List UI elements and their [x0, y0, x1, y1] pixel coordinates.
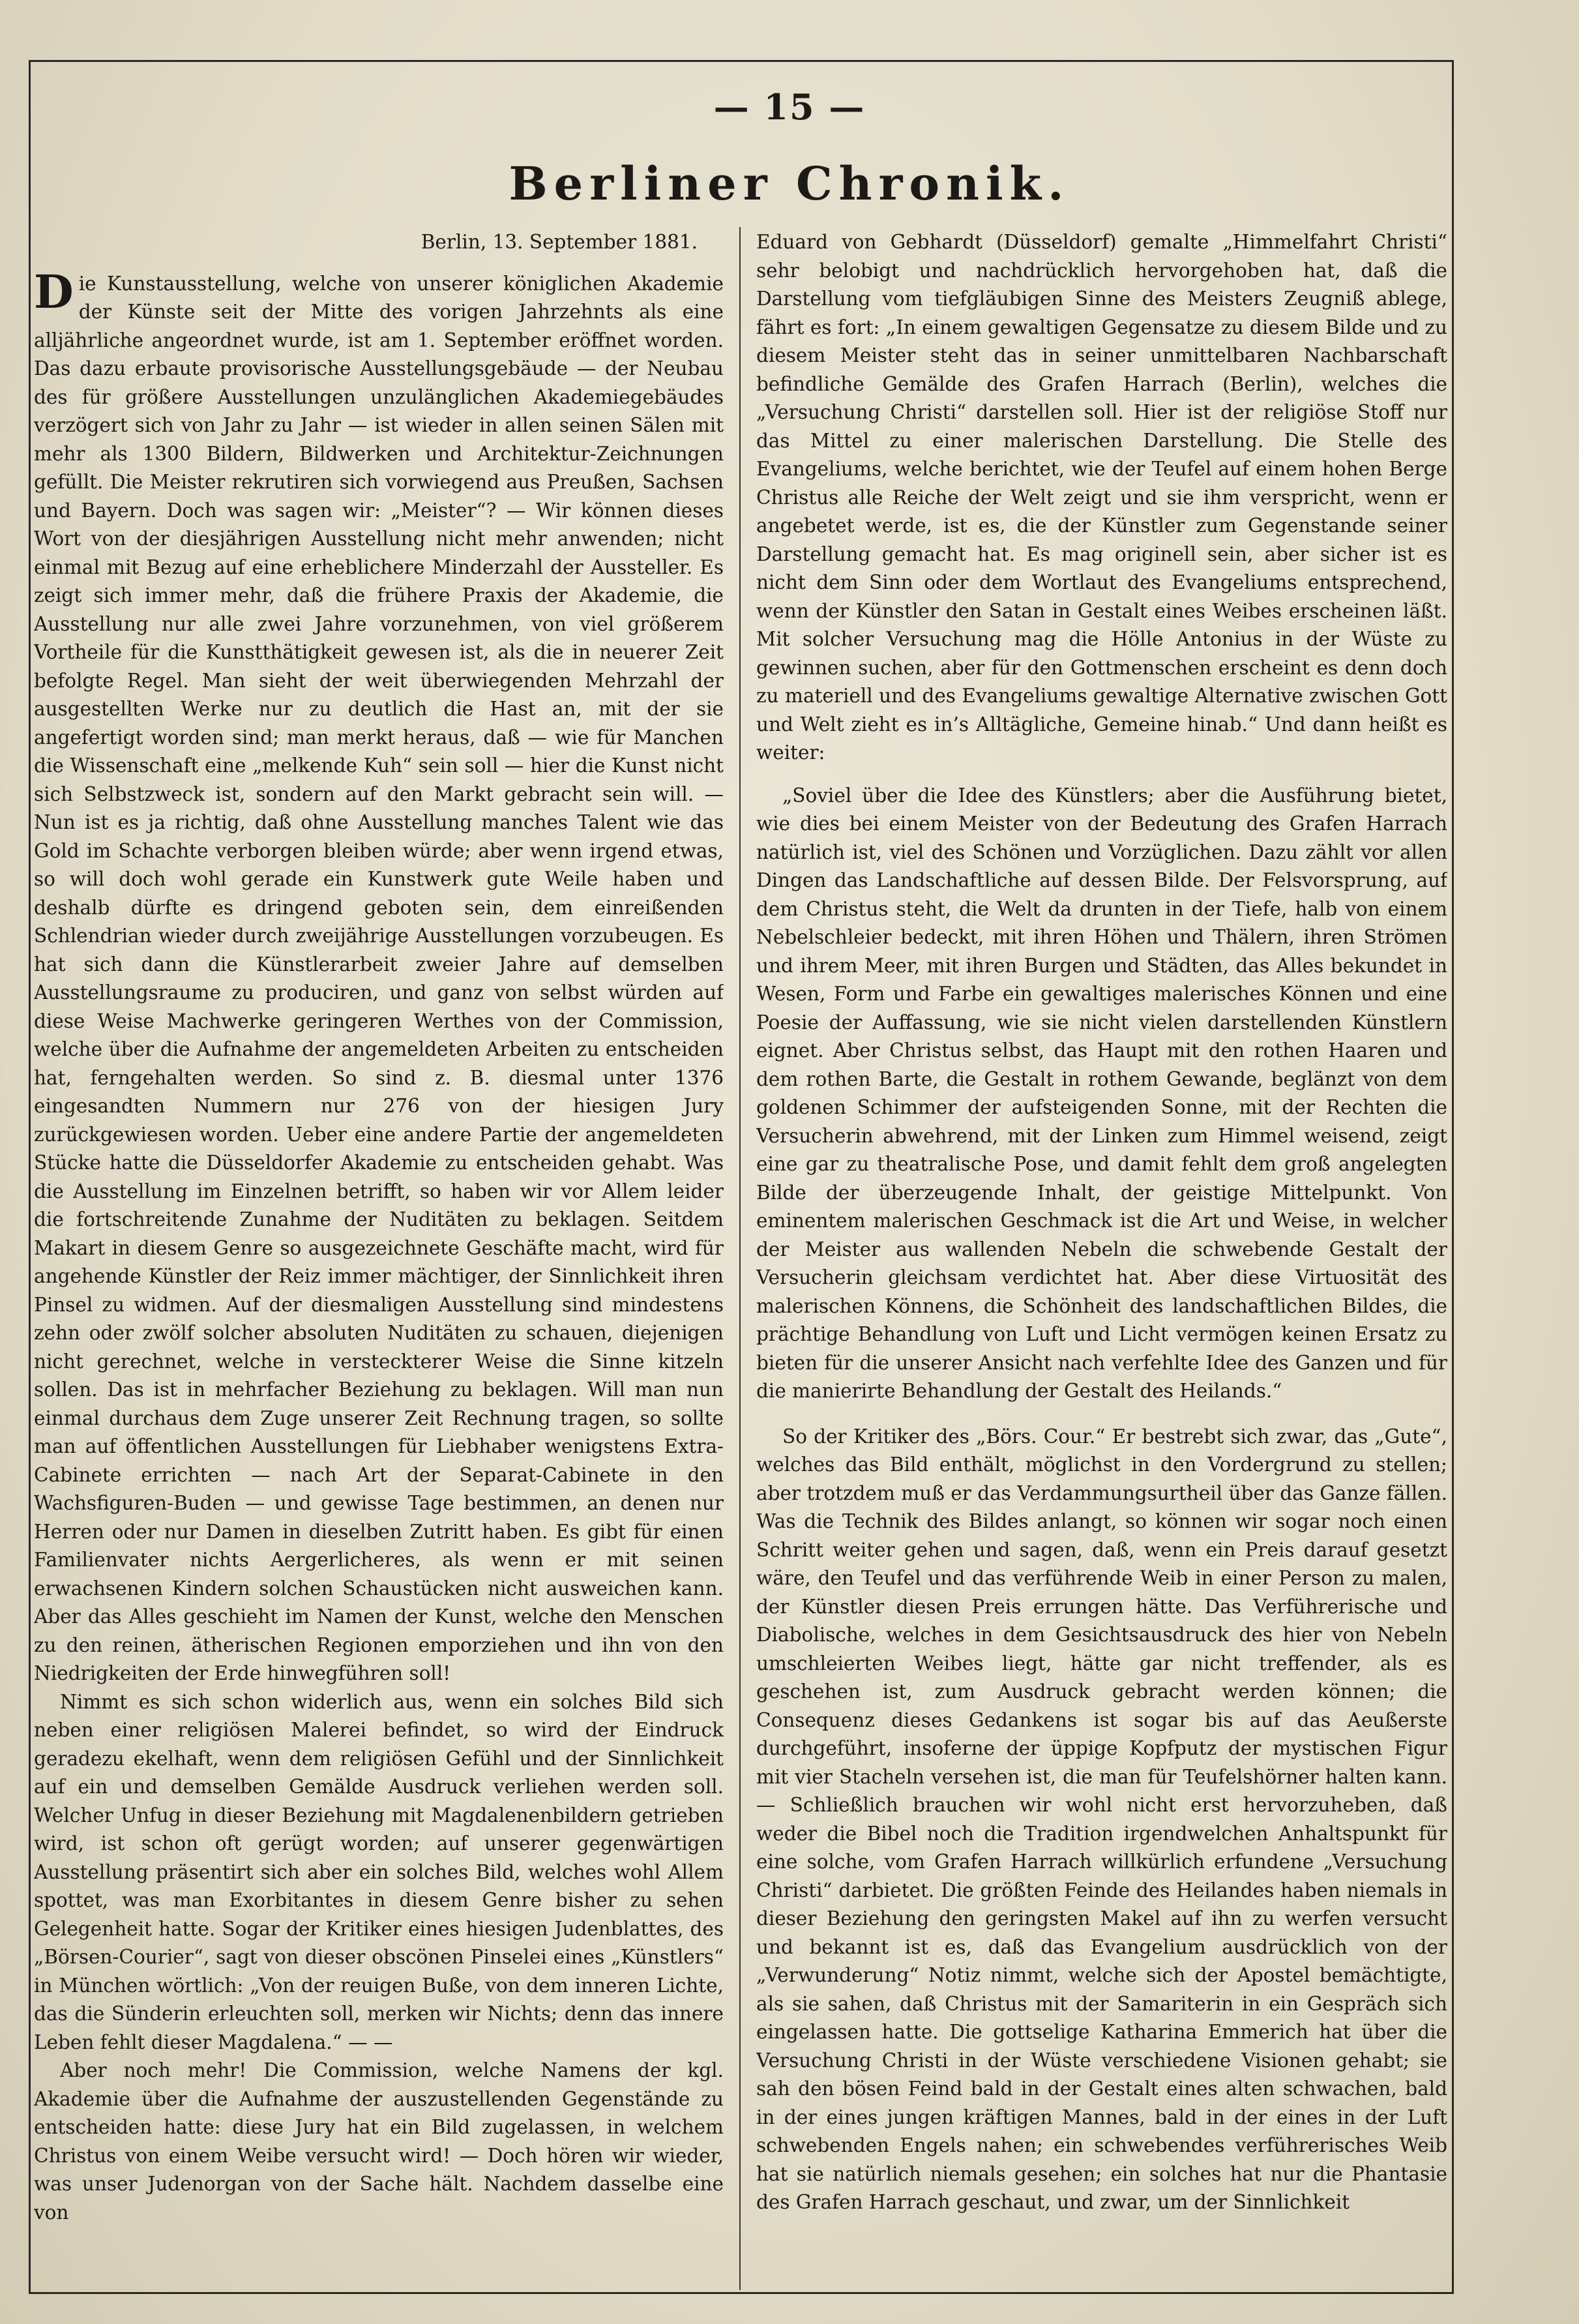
- page-number: — 15 —: [713, 86, 866, 128]
- paragraph: Nimmt es sich schon widerlich aus, wenn ein solches Bild sich neben einer religiösen Malerei befindet, so wird der Eindruck geradezu ekelhaft, wenn dem religiösen Gefühl und der Sinnlichkeit auf ein und demselben Gemälde Ausdruck verliehen werden soll. Welcher Unfug in dieser Beziehung mit Magdalenenbildern getrieben wird, ist schon oft gerügt worden; auf unserer gegenwärtigen Ausstellung präsentirt sich aber ein solches Bild, welches wohl Allem spottet, was man Exorbitantes in diesem Genre bisher zu sehen Gelegenheit hatte. Sogar der Kritiker eines hiesigen Judenblattes, des „Börsen-Courier“, sagt von dieser obscönen Pinselei eines „Künstlers“ in München wörtlich: „Von der reuigen Buße, von dem inneren Lichte, das die Sünderin erleuchten soll, merken wir Nichts; denn das innere Leben fehlt dieser Magdalena.“ — —: [34, 1690, 724, 2053]
- dateline: Berlin, 13. September 1881.: [421, 231, 698, 253]
- paragraph: Aber noch mehr! Die Commission, welche Namens der kgl. Akademie über die Aufnahme der auszustellenden Gegenstände zu entscheiden hatte: diese Jury hat ein Bild zugelassen, in welchem Christus von einem Weibe versucht wird! — Doch hören wir wieder, was unser Judenorgan von der Sache hält. Nachdem dasselbe eine von: [34, 2059, 724, 2224]
- column-divider: [739, 227, 741, 2290]
- paragraph: Eduard von Gebhardt (Düsseldorf) gemalte „Himmelfahrt Christi“ sehr belobigt und nachdrücklich hervorgehoben hat, daß die Darstellung vom tiefgläubigen Sinne des Meisters Zeugniß ablege, fährt es fort: „In einem gewaltigen Gegensatze zu diesem Bilde und zu diesem Meister steht das in seiner unmittelbaren Nachbarschaft befindliche Gemälde des Grafen Harrach (Berlin), welches die „Versuchung Christi“ darstellen soll. Hier ist der religiöse Stoff nur das Mittel zu einer malerischen Darstellung. Die Stelle des Evangeliums, welche berichtet, wie der Teufel auf einem hohen Berge Christus alle Reiche der Welt zeigt und sie ihm verspricht, wenn er angebetet werde, ist es, die der Künstler zum Gegenstande seiner Darstellung gemacht hat. Es mag originell sein, aber sicher ist es nicht dem Sinn oder dem Wortlaut des Evangeliums entsprechend, wenn der Künstler den Satan in Gestalt eines Weibes erscheinen läßt. Mit solcher Versuchung mag die Hölle Antonius in der Wüste zu gewinnen suchen, aber für den Gottmenschen erscheint es denn doch zu materiell und des Evangeliums gewaltige Alternative zwischen Gott und Welt zieht es in’s Alltägliche, Gemeine hinab.“ Und dann heißt es weiter:: [756, 231, 1447, 764]
- right-column: [756, 228, 1447, 2289]
- article-title: Berliner Chronik.: [509, 156, 1070, 211]
- paragraph: So der Kritiker des „Börs. Cour.“ Er bestrebt sich zwar, das „Gute“, welches das Bild enthält, möglichst in den Vordergrund zu stellen; aber trotzdem muß er das Verdammungsurtheil über das Ganze fällen. Was die Technik des Bildes anlangt, so können wir sogar noch einen Schritt weiter gehen und sagen, daß, wenn ein Preis darauf gesetzt wäre, den Teufel und das verführende Weib in einer Person zu malen, der Künstler diesen Preis errungen hätte. Das Verführerische und Diabolische, welches in dem Gesichtsausdruck des hier von Nebeln umschleierten Weibes liegt, hätte gar nicht treffender, als es geschehen ist, zum Ausdruck gebracht werden können; die Consequenz dieses Gedankens ist sogar bis auf das Aeußerste durchgeführt, insoferne der üppige Kopfputz der mystischen Figur mit vier Stacheln versehen ist, die man für Teufelshörner halten kann. — Schließlich brauchen wir wohl nicht erst hervorzuheben, daß weder die Bibel noch die Tradition irgendwelchen Anhaltspunkt für eine solche, vom Grafen Harrach willkürlich erfundene „Versuchung Christi“ darbietet. Die größten Feinde des Heilandes haben niemals in dieser Beziehung den geringsten Makel auf ihn zu werfen versucht und bekannt ist es, daß das Evangelium ausdrücklich von der „Verwunderung“ Notiz nimmt, welche sich der Apostel bemächtigte, als sie sahen, daß Christus mit der Samariterin in ein Gespräch sich eingelassen hatte. Die gottselige Katharina Emmerich hat über die Versuchung Christi in der Wüste verschiedene Visionen gehabt; sie sah den bösen Feind bald in der Gestalt eines alten schwachen, bald in der eines jungen kräftigen Mannes, bald in der eines in der Luft schwebenden Engels nahen; ein schwebendes verführerisches Weib hat sie natürlich niemals gesehen; ein solches hat nur die Phantasie des Grafen Harrach geschaut, und zwar, um der Sinnlichkeit: [756, 1425, 1447, 2213]
- paragraph-quote: „Soviel über die Idee des Künstlers; aber die Ausführung bietet, wie dies bei einem Meister von der Bedeutung des Grafen Harrach natürlich ist, viel des Schönen und Vorzüglichen. Dazu zählt vor allen Dingen das Landschaftliche auf dessen Bilde. Der Felsvorsprung, auf dem Christus steht, die Welt da drunten in der Tiefe, halb von einem Nebelschleier bedeckt, mit ihren Höhen und Thälern, ihren Strömen und ihrem Meer, mit ihren Burgen und Städten, das Alles bekundet in Wesen, Form und Farbe ein gewaltiges malerisches Können und eine Poesie der Auffassung, wie sie nicht vielen darstellenden Künstlern eignet. Aber Christus selbst, das Haupt mit den rothen Haaren und dem rothen Barte, die Gestalt in rothem Gewande, beglänzt von dem goldenen Schimmer der aufsteigenden Sonne, mit der Rechten die Versucherin abwehrend, mit der Linken zum Himmel weisend, zeigt eine gar zu theatralische Pose, und damit fehlt dem groß angelegten Bilde der überzeugende Inhalt, der geistige Mittelpunkt. Von eminentem malerischen Geschmack ist die Art und Weise, in welcher der Meister aus wallenden Nebeln die schwebende Gestalt der Versucherin gleichsam verdichtet hat. Aber diese Virtuosität des malerischen Könnens, die Schönheit des landschaftlichen Bildes, die prächtige Behandlung von Luft und Licht vermögen keinen Ersatz zu bieten für die unserer Ansicht nach verfehlte Idee des Ganzen und für die manierirte Behandlung der Gestalt des Heilands.“: [756, 784, 1447, 1402]
- paragraph: Die Kunstausstellung, welche von unserer königlichen Akademie der Künste seit der Mitte des vorigen Jahrzehnts als eine alljährliche angeordnet wurde, ist am 1. September eröffnet worden. Das dazu erbaute provisorische Ausstellungsgebäude — der Neubau des für größere Ausstellungen unzulänglichen Akademiegebäudes verzögert sich von Jahr zu Jahr — ist wieder in allen seinen Sälen mit mehr als 1300 Bildern, Bildwerken und Architektur-Zeichnungen gefüllt. Die Meister rekrutiren sich vorwiegend aus Preußen, Sachsen und Bayern. Doch was sagen wir: „Meister“? — Wir können dieses Wort von der diesjährigen Ausstellung nicht mehr anwenden; nicht einmal mit Bezug auf eine erheblichere Minderzahl der Aussteller. Es zeigt sich immer mehr, daß die frühere Praxis der Akademie, die Ausstellung nur alle zwei Jahre vorzunehmen, von viel größerem Vortheile für die Kunstthätigkeit gewesen ist, als die in neuerer Zeit befolgte Regel. Man sieht der weit überwiegenden Mehrzahl der ausgestellten Werke nur zu deutlich die Hast an, mit der sie angefertigt worden sind; man merkt heraus, daß — wie für Manchen die Wissenschaft eine „melkende Kuh“ sein soll — hier die Kunst nicht sich Selbstzweck ist, sondern auf den Markt gebracht sein will. — Nun ist es ja richtig, daß ohne Ausstellung manches Talent wie das Gold im Schachte verborgen bleiben würde; aber wenn irgend etwas, so will doch wohl gerade ein Kunstwerk gute Weile haben und deshalb dürfte es dringend geboten sein, dem einreißenden Schlendrian wieder durch zweijährige Ausstellungen vorzubeugen. Es hat sich dann die Künstlerarbeit zweier Jahre auf demselben Ausstellungsraume zu produciren, und ganz von selbst würden auf diese Weise Machwerke geringeren Werthes von der Commission, welche über die Aufnahme der angemeldeten Arbeiten zu entscheiden hat, ferngehalten werden. So sind z. B. diesmal unter 1376 eingesandten Nummern nur 276 von der hiesigen Jury zurückgewiesen worden. Ueber eine andere Partie der angemeldeten Stücke hatte die Düsseldorfer Akademie zu entscheiden gehabt. Was die Ausstellung im Einzelnen betrifft, so haben wir vor Allem leider die fortschreitende Zunahme der Nuditäten zu beklagen. Seitdem Makart in diesem Genre so ausgezeichnete Geschäfte macht, wird für angehende Künstler der Reiz immer mächtiger, der Sinnlichkeit ihren Pinsel zu widmen. Auf der diesmaligen Ausstellung sind mindestens zehn oder zwölf solcher absoluten Nuditäten zu schauen, diejenigen nicht gerechnet, welche in versteckterer Weise die Sinne kitzeln sollen. Das ist in mehrfacher Beziehung zu beklagen. Will man nun einmal durchaus dem Zuge unserer Zeit Rechnung tragen, so sollte man auf öffentlichen Ausstellungen für Liebhaber wenigstens Extra-Cabinete errichten — nach Art der Separat-Cabinete in den Wachsfiguren-Buden — und gewisse Tage bestimmen, an denen nur Herren oder nur Damen in dieselben Zutritt haben. Es gibt für einen Familienvater nichts Aergerlicheres, als wenn er mit seinen erwachsenen Kindern solchen Schaustücken nicht ausweichen kann. Aber das Alles geschieht im Namen der Kunst, welche den Menschen zu den reinen, ätherischen Regionen emporziehen und ihn von den Niedrigkeiten der Erde hinwegführen soll!: [34, 264, 724, 1684]
- left-column: [34, 228, 724, 2289]
